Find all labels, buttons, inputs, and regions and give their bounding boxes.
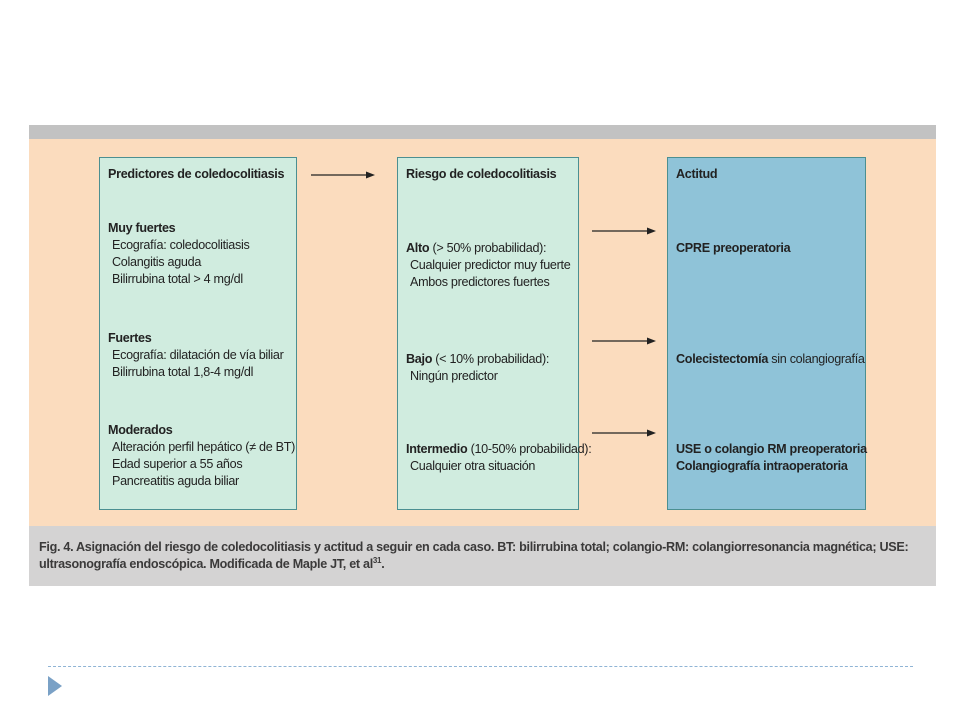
group-qualifier: (> 50% probabilidad): [429,241,547,255]
arrow-right-icon [592,226,656,236]
attitude-title: Actitud [676,167,718,181]
group-intermedio [406,441,591,475]
attitude-line: USE o colangio RM preoperatoria [676,442,867,456]
group-qualifier: (10-50% probabilidad): [467,442,592,456]
bullet-triangle-icon [48,676,62,696]
group-head: Intermedio [406,442,468,456]
risk-title: Riesgo de coledocolitiasis [406,167,557,181]
group-fuertes [108,330,284,381]
list-item: Bilirrubina total 1,8-4 mg/dl [112,365,254,379]
group-head: Moderados [108,423,173,437]
predictors-title: Predictores de coledocolitiasis [108,167,285,181]
list-item: Ecografía: coledocolitiasis [112,238,250,252]
slide-top-rule [29,125,936,139]
figure-caption: Fig. 4. Asignación del riesgo de coledocolitiasis y actitud a seguir en cada caso. BT: bilirrubina total; colangio-RM: colangiorresonancia magnética; USE: ultrasonografía endoscópica. Modificada de Maple JT, et $al^{31}$. [39,540,909,571]
group-head: Alto [406,241,430,255]
list-item: Colangitis aguda [112,255,202,269]
list-item: Pancreatitis aguda biliar [112,474,239,488]
list-item: Bilirrubina total > 4 mg/dl [112,272,243,286]
group-head: Muy fuertes [108,221,176,235]
arrow-right-icon [311,170,375,180]
list-item: Ecografía: dilatación de vía biliar [112,348,284,362]
list-item: Ningún predictor [410,369,498,383]
group-bajo [406,351,549,385]
group-alto [406,240,570,291]
group-moderados [108,422,295,490]
arrow-right-icon [592,428,656,438]
arrow-right-icon [592,336,656,346]
attitude-line: Colecistectomía sin colangiografía [676,352,865,366]
reference-number: 31 [372,555,382,565]
group-head: Fuertes [108,331,152,345]
list-item: Alteración perfil hepático (≠ de BT) [112,440,296,454]
attitude-line: CPRE preoperatoria [676,241,791,255]
list-item: Edad superior a 55 años [112,457,243,471]
figure-panel [29,139,936,526]
group-head: Bajo [406,352,433,366]
predictors-box [99,157,297,510]
attitude-line: Colangiografía intraoperatoria [676,459,848,473]
attitude-box [667,157,866,510]
list-item: Cualquier otra situación [410,459,536,473]
group-qualifier: (< 10% probabilidad): [432,352,550,366]
figure-caption-band [29,526,936,586]
group-muy-fuertes [108,220,250,288]
slide-bottom-rule [48,666,913,667]
list-item: Cualquier predictor muy fuerte [410,258,571,272]
list-item: Ambos predictores fuertes [410,275,550,289]
risk-box [397,157,592,510]
